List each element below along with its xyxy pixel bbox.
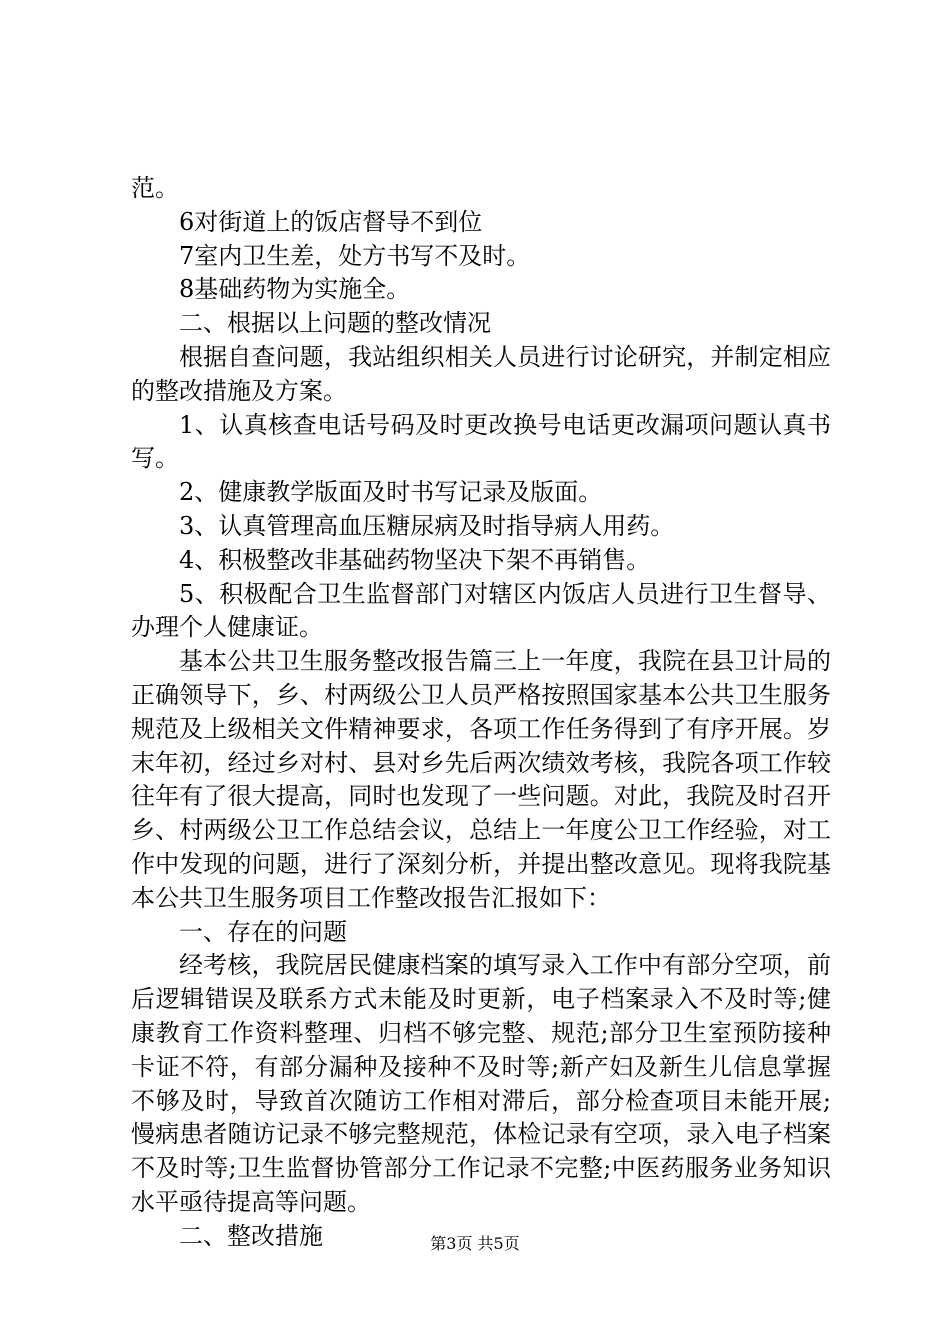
paragraph-9: 4、积极整改非基础药物坚决下架不再销售。 (179, 545, 651, 574)
paragraph-10: 5、积极配合卫生监督部门对辖区内饭店人员进行卫生督导、办理个人健康证。 (131, 579, 831, 642)
paragraph-8: 3、认真管理高血压糖尿病及时指导病人用药。 (179, 511, 675, 540)
paragraph-3: 8基础药物为实施全。 (179, 275, 411, 304)
paragraph-7: 2、健康教学版面及时书写记录及版面。 (179, 478, 603, 507)
paragraph-1: 6对街道上的饭店督导不到位 (179, 207, 483, 236)
section-heading-problems: 一、存在的问题 (179, 917, 347, 946)
paragraph-5: 根据自查问题，我站组织相关人员进行讨论研究，并制定相应的整改措施及方案。 (131, 342, 831, 405)
paragraph-6: 1、认真核查电话号码及时更改换号电话更改漏项问题认真书写。 (131, 410, 831, 473)
document-body (131, 172, 831, 1254)
paragraph-2: 7室内卫生差，处方书写不及时。 (179, 241, 531, 270)
page-footer (0, 1234, 950, 1254)
page-number: 第3页 共5页 (430, 1234, 520, 1253)
section-heading-rectification: 二、根据以上问题的整改情况 (179, 309, 491, 338)
paragraph-0: 范。 (131, 174, 179, 202)
paragraph-13: 经考核，我院居民健康档案的填写录入工作中有部分空项，前后逻辑错误及联系方式未能及时更新，电子档案录入不及时等;健康教育工作资料整理、归档不够完整、规范;部分卫生室预防接种卡证不符，有部分漏种及接种不及时等;新产妇及新生儿信息掌握不够及时，导致首次随访工作相对滞后，部分检查项目未能开展;慢病患者随访记录不够完整规范，体检记录有空项，录入电子档案不及时等;卫生监督协管部分工作记录不完整;中医药服务业务知识水平亟待提高等问题。 (131, 951, 831, 1216)
section-heading-measures: 二、整改措施 (179, 1221, 323, 1250)
paragraph-11: 基本公共卫生服务整改报告篇三上一年度，我院在县卫计局的正确领导下，乡、村两级公卫人员严格按照国家基本公共卫生服务规范及上级相关文件精神要求，各项工作任务得到了有序开展。岁末年初，经过乡对村、县对乡先后两次绩效考核，我院各项工作较往年有了很大提高，同时也发现了一些问题。对此，我院及时召开乡、村两级公卫工作总结会议，总结上一年度公卫工作经验，对工作中发现的问题，进行了深刻分析，并提出整改意见。现将我院基本公共卫生服务项目工作整改报告汇报如下： (131, 647, 831, 912)
